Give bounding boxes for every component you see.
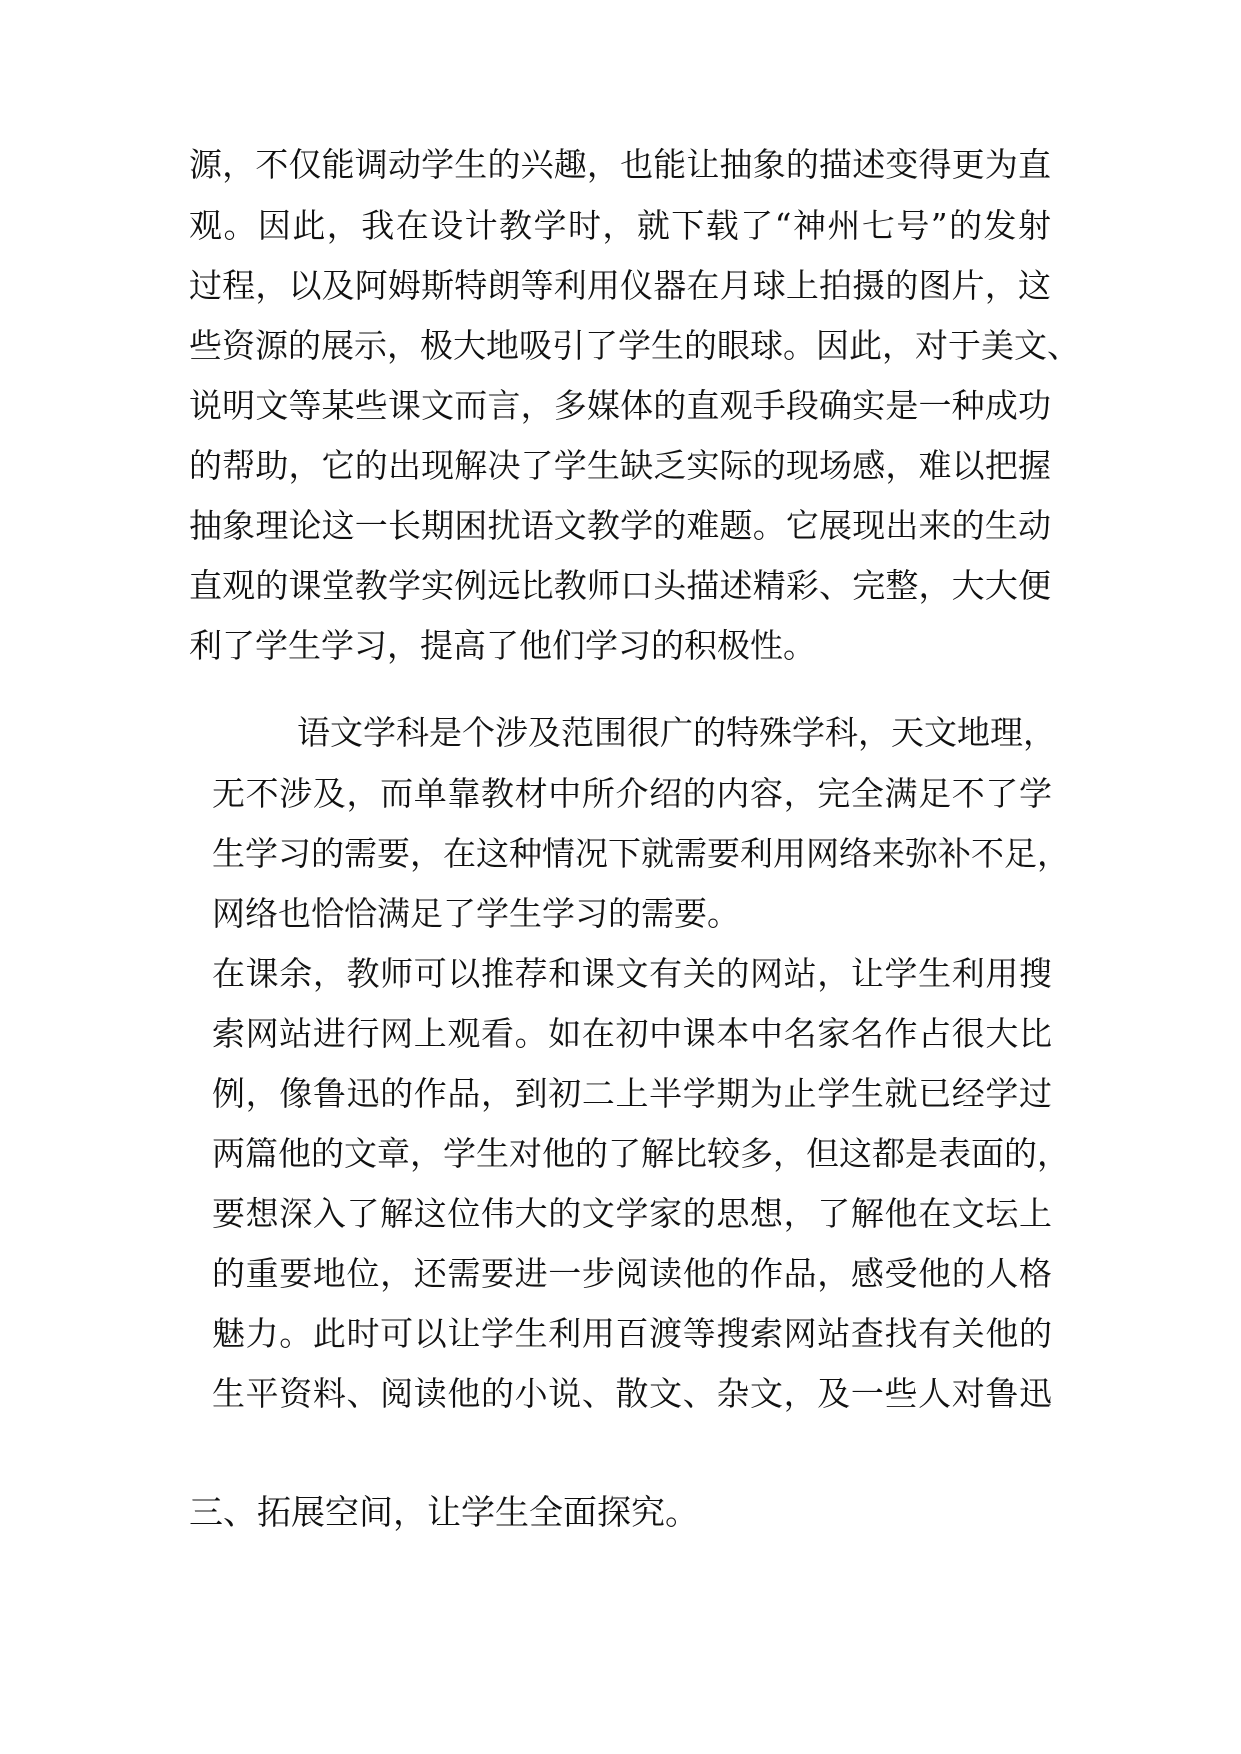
paragraph-1-line-3: 过程，以及阿姆斯特朗等利用仪器在月球上拍摄的图片，这 <box>189 266 1051 305</box>
paragraph-3-line-3: 例，像鲁迅的作品，到初二上半学期为止学生就已经学过 <box>212 1074 1052 1113</box>
paragraph-1-line-8: 直观的课堂教学实例远比教师口头描述精彩、完整，大大便 <box>189 566 1051 605</box>
paragraph-2-line-3: 生学习的需要，在这种情况下就需要利用网络来弥补不足， <box>212 834 1070 873</box>
paragraph-2-line-4: 网络也恰恰满足了学生学习的需要。 <box>212 894 740 933</box>
paragraph-3-line-6: 的重要地位，还需要进一步阅读他的作品，感受他的人格 <box>212 1254 1052 1293</box>
paragraph-1-line-7: 抽象理论这一长期困扰语文教学的难题。它展现出来的生动 <box>189 506 1051 545</box>
paragraph-3-line-5: 要想深入了解这位伟大的文学家的思想，了解他在文坛上 <box>212 1194 1052 1233</box>
paragraph-1-line-6: 的帮助，它的出现解决了学生缺乏实际的现场感，难以把握 <box>189 446 1051 485</box>
paragraph-1-line-2: 观。因此，我在设计教学时，就下载了“神州七号”的发射 <box>189 206 1051 245</box>
paragraph-1-line-5: 说明文等某些课文而言，多媒体的直观手段确实是一种成功 <box>189 386 1051 425</box>
paragraph-2-line-2: 无不涉及，而单靠教材中所介绍的内容，完全满足不了学 <box>212 774 1052 813</box>
paragraph-2-line-1: 语文学科是个涉及范围很广的特殊学科，天文地理， <box>297 713 1056 752</box>
paragraph-1-line-1: 源，不仅能调动学生的兴趣，也能让抽象的描述变得更为直 <box>189 145 1051 184</box>
paragraph-3-line-8: 生平资料、阅读他的小说、散文、杂文，及一些人对鲁迅 <box>212 1374 1052 1413</box>
paragraph-1-line-4: 些资源的展示，极大地吸引了学生的眼球。因此，对于美文、 <box>189 326 1080 365</box>
paragraph-3-line-7: 魅力。此时可以让学生利用百渡等搜索网站查找有关他的 <box>212 1314 1052 1353</box>
paragraph-3-line-4: 两篇他的文章，学生对他的了解比较多，但这都是表面的， <box>212 1134 1070 1173</box>
paragraph-3-line-2: 索网站进行网上观看。如在初中课本中名家名作占很大比 <box>212 1014 1052 1053</box>
paragraph-1-line-9: 利了学生学习，提高了他们学习的积极性。 <box>189 626 816 665</box>
paragraph-3-line-1: 在课余，教师可以推荐和课文有关的网站，让学生利用搜 <box>212 954 1052 993</box>
section-heading: 三、拓展空间，让学生全面探究。 <box>189 1493 699 1533</box>
